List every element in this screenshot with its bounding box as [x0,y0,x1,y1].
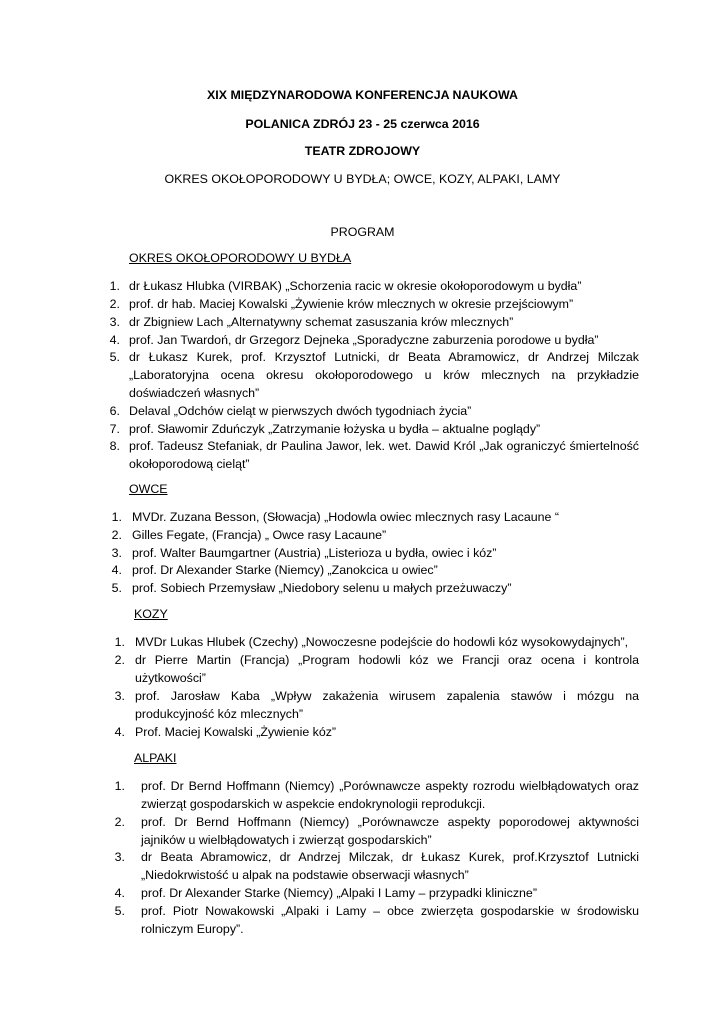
item-text: dr Beata Abramowicz, dr Andrzej Milczak, dr Łukasz Kurek, prof.Krzysztof Lutnicki „Niedokrwistość u alpak na podstawie obserwacji własnych” [141,850,639,882]
item-text: prof. Dr Bernd Hoffmann (Niemcy) „Porównawcze aspekty poporodowej aktywności jajników u wielbłądowatych i zwierząt gospodarskich” [141,815,639,847]
item-text: prof. Dr Alexander Starke (Niemcy) „Alpaki I Lamy – przypadki kliniczne” [141,886,537,900]
item-number: 5. [114,904,125,918]
item-number: 2. [111,528,122,542]
item-number: 4. [109,333,120,347]
item-number: 3. [114,850,125,864]
item-number: 5. [109,350,120,364]
item-text: prof. Sobiech Przemysław „Niedobory selenu u małych przeżuwaczy” [132,581,512,595]
item-number: 1. [109,279,120,293]
item-text: MVDr. Zuzana Besson, (Słowacja) „Hodowla owiec mlecznych rasy Lacaune “ [132,510,559,524]
item-text: dr Pierre Martin (Francja) „Program hodowli kóz we Francji oraz ocena i kontrola użytkowości” [135,653,639,685]
item-number: 8. [109,439,120,453]
item-text: prof. Sławomir Zduńczyk „Zatrzymanie łożyska u bydła – aktualne poglądy” [129,422,541,436]
item-text: prof. Tadeusz Stefaniak, dr Paulina Jawor, lek. wet. Dawid Król „Jak ograniczyć śmiertelność okołoporodową cieląt” [129,439,639,471]
item-number: 2. [114,653,125,667]
section-title-cattle: OKRES OKOŁOPORODOWY U BYDŁA [129,251,352,265]
item-number: 6. [109,404,120,418]
item-number: 3. [114,689,125,703]
item-text: Delaval „Odchów cieląt w pierwszych dwóch tygodniach życia” [129,404,472,418]
section-title-alpacas: ALPAKI [134,751,177,765]
item-text: prof. Dr Bernd Hoffmann (Niemcy) „Porównawcze aspekty rozrodu wielbłądowatych oraz zwierząt gospodarskich w aspekcie endokrynologii reprodukcji. [141,779,639,811]
item-number: 5. [111,581,122,595]
item-text: prof. Walter Baumgartner (Austria) „Listerioza u bydła, owiec i kóz” [132,546,497,560]
item-number: 3. [109,315,120,329]
item-number: 4. [114,725,125,739]
conference-location-date: POLANICA ZDRÓJ 23 - 25 czerwca 2016 [245,117,480,131]
item-number: 2. [109,297,120,311]
item-text: prof. Jarosław Kaba „Wpływ zakażenia wirusem zapalenia stawów i mózgu na produkcyjność kóz mlecznych” [135,689,639,721]
item-number: 4. [111,563,122,577]
item-text: dr Łukasz Kurek, prof. Krzysztof Lutnicki, dr Beata Abramowicz, dr Andrzej Milczak „Laboratoryjna ocena okresu okołoporodowego u krów mlecznych na przykładzie doświadczeń własnych” [129,350,639,400]
conference-topics: OKRES OKOŁOPORODOWY U BYDŁA; OWCE, KOZY, ALPAKI, LAMY [164,172,561,186]
section-title-sheep: OWCE [129,482,168,496]
item-text: Prof. Maciej Kowalski „Żywienie kóz” [135,725,337,739]
item-number: 1. [111,510,122,524]
item-number: 1. [114,635,125,649]
item-text: prof. Jan Twardoń, dr Grzegorz Dejneka „Sporadyczne zaburzenia porodowe u bydła” [129,333,599,347]
item-text: prof. Dr Alexander Starke (Niemcy) „Zanokcica u owiec” [132,563,438,577]
conference-title: XIX MIĘDZYNARODOWA KONFERENCJA NAUKOWA [207,88,518,102]
conference-venue: TEATR ZDROJOWY [304,144,421,158]
item-number: 3. [111,546,122,560]
item-text: MVDr Lukas Hlubek (Czechy) „Nowoczesne podejście do hodowli kóz wysokowydajnych”, [135,635,629,649]
item-text: prof. dr hab. Maciej Kowalski „Żywienie krów mlecznych w okresie przejściowym” [129,297,574,311]
section-title-goats: KOZY [134,607,168,621]
item-number: 4. [114,886,125,900]
item-text: prof. Piotr Nowakowski „Alpaki i Lamy – obce zwierzęta gospodarskie w środowisku rolniczym Europy”. [141,904,639,936]
item-number: 1. [114,779,125,793]
program-title: PROGRAM [330,225,395,239]
item-text: dr Łukasz Hlubka (VIRBAK) „Schorzenia racic w okresie okołoporodowym u bydła” [129,279,582,293]
item-text: Gilles Fegate, (Francja) „ Owce rasy Lacaune” [132,528,387,542]
item-text: dr Zbigniew Lach „Alternatywny schemat zasuszania krów mlecznych” [129,315,514,329]
item-number: 2. [114,815,125,829]
item-number: 7. [109,422,120,436]
